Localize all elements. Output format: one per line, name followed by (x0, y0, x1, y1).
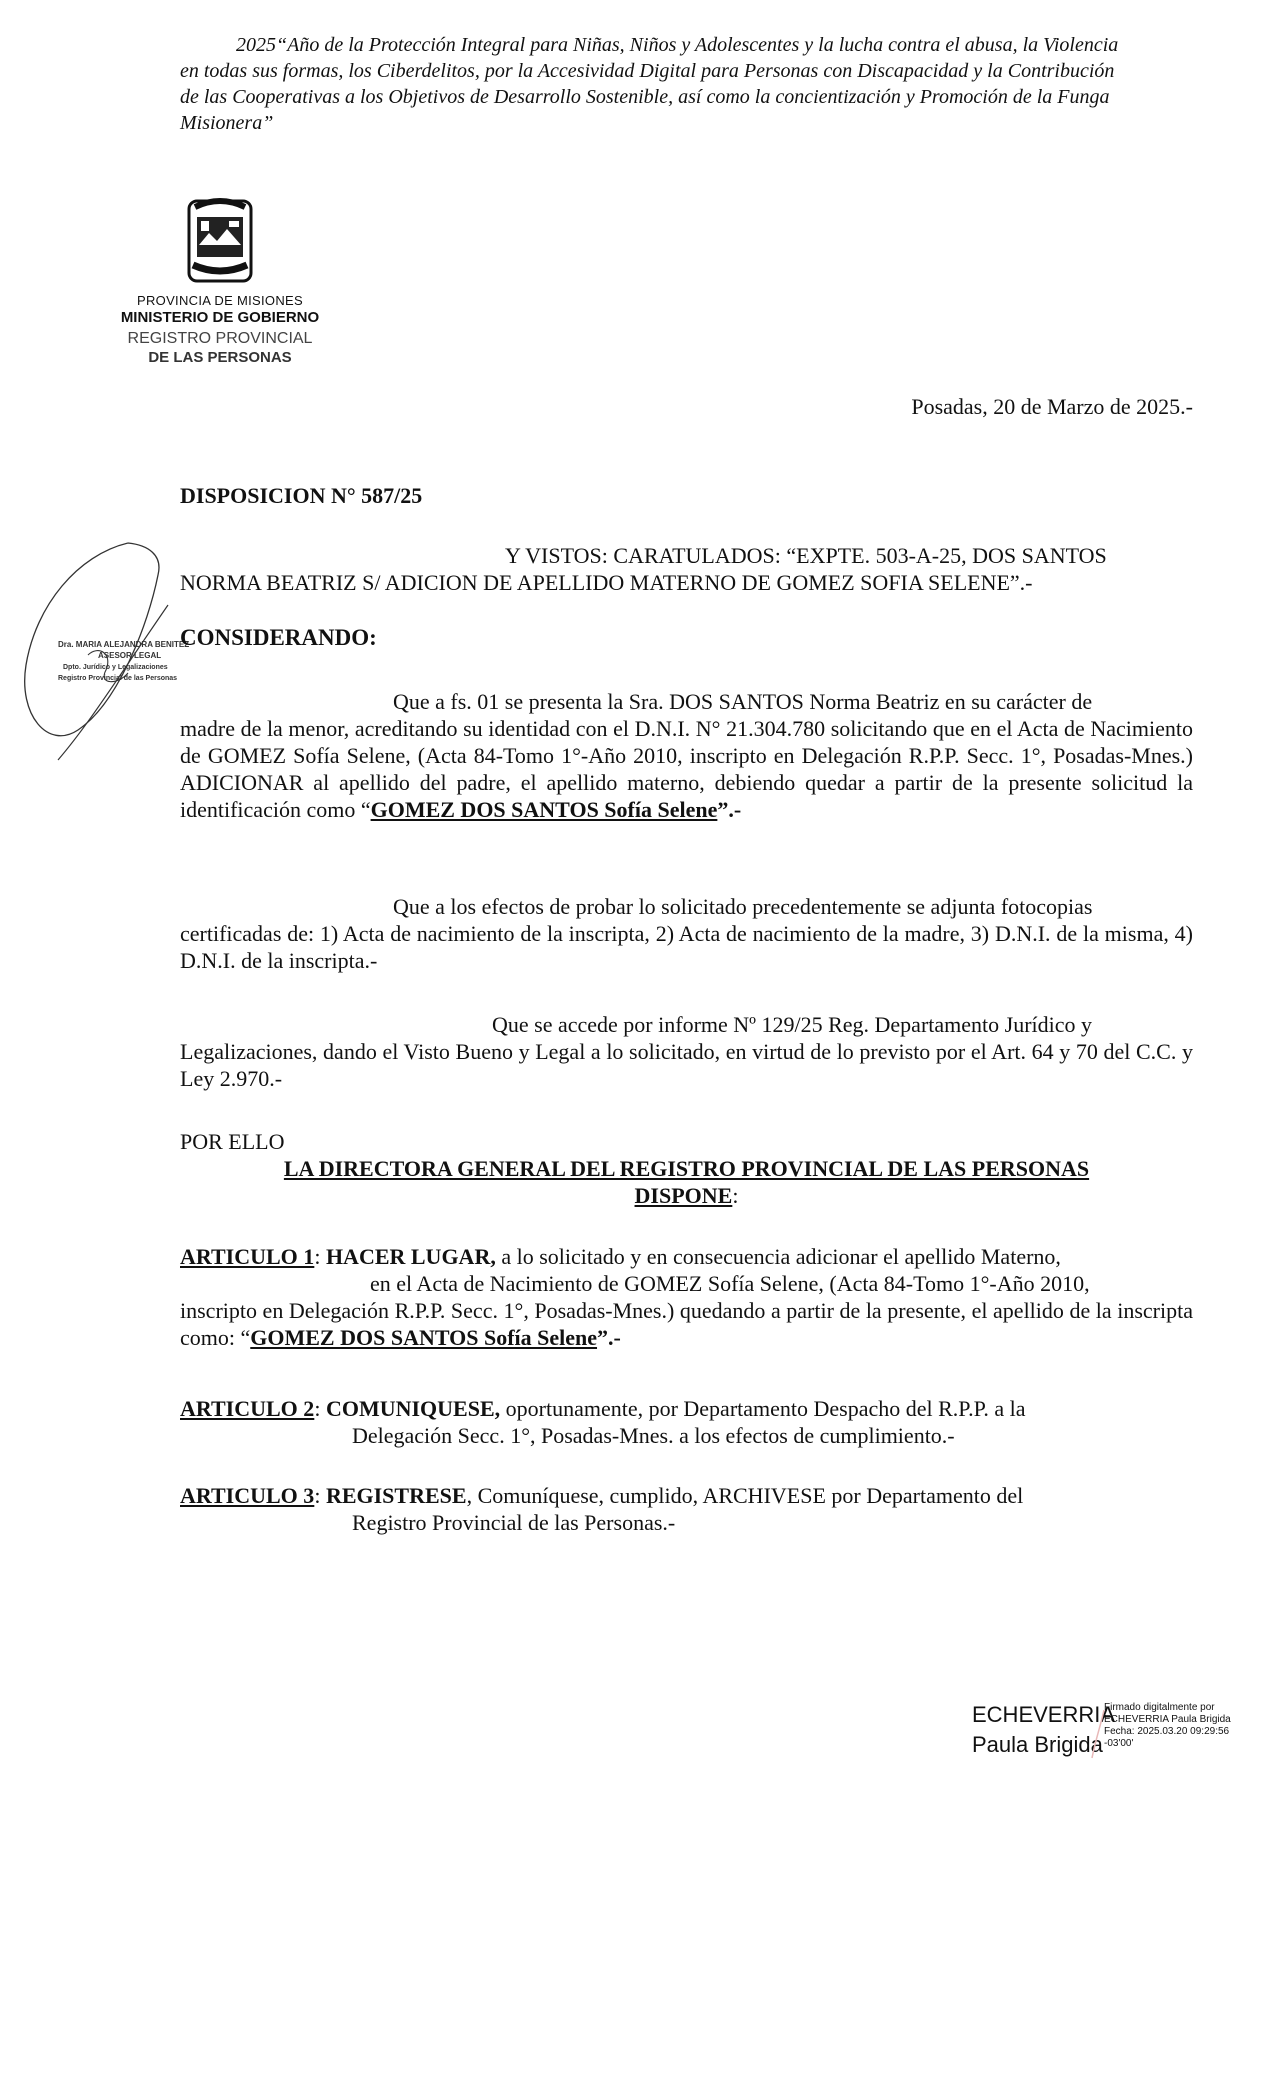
paragraph-3 (180, 1011, 1193, 1092)
articulo-action: REGISTRESE (325, 1483, 467, 1508)
vistos-line: NORMA BEATRIZ S/ ADICION DE APELLIDO MATERNO DE GOMEZ SOFIA SELENE”.- (180, 570, 1033, 595)
signer-given-name: Paula Brigida (972, 1732, 1103, 1757)
articulo-text: Delegación Secc. 1°, Posadas-Mnes. a los efectos de cumplimiento.- (352, 1423, 955, 1448)
province-seal-icon (175, 195, 265, 285)
signature-metadata (1104, 1702, 1249, 1750)
new-surname-highlight: GOMEZ DOS SANTOS Sofía Selene (250, 1325, 598, 1350)
articulo-label: ARTICULO 3 (180, 1483, 315, 1508)
paragraph-body: madre de la menor, acreditando su identidad con el D.N.I. N° 21.304.780 solicitando que en el Acta de Nacimiento de GOMEZ Sofía Selene, (Acta 84-Tomo 1°-Año 2010, inscripto en Delegación R.P.P. Secc. 1°, Posadas-Mnes.) ADICIONAR al apellido del padre, el apellido materno, debiendo quedar a partir de la presente solicitud la identificación como “ (180, 716, 1193, 822)
directora-heading: LA DIRECTORA GENERAL DEL REGISTRO PROVINCIAL DE LAS PERSONAS (283, 1156, 1090, 1181)
paragraph-body: Legalizaciones, dando el Visto Bueno y Legal a lo solicitado, en virtud de lo previsto por el Art. 64 y 70 del C.C. y Ley 2.970.- (180, 1039, 1193, 1091)
signature-meta-line: ECHEVERRIA Paula Brigida (1104, 1714, 1231, 1725)
paragraph-lead: Que a los efectos de probar lo solicitado precedentemente se adjunta fotocopias (393, 894, 1093, 919)
paragraph-lead: Que a fs. 01 se presenta la Sra. DOS SANTOS Norma Beatriz en su carácter de (393, 689, 1093, 714)
vistos-block (180, 542, 1193, 596)
logo-ministry: MINISTERIO DE GOBIERNO (120, 309, 320, 326)
paragraph-body: certificadas de: 1) Acta de nacimiento de la inscripta, 2) Acta de nacimiento de la madre, 3) D.N.I. de la misma, 4) D.N.I. de la inscripta.- (180, 921, 1193, 973)
dispone-heading (180, 1182, 1193, 1209)
articulo-3 (180, 1482, 1180, 1536)
stamp-registry: Registro Provincial de las Personas (58, 675, 178, 682)
disposicion-number: DISPOSICION N° 587/25 (180, 483, 423, 508)
logo-province: PROVINCIA DE MISIONES (137, 293, 303, 308)
signature-meta-line: Fecha: 2025.03.20 09:29:56 (1104, 1726, 1230, 1737)
signature-meta-line: Firmado digitalmente por (1104, 1702, 1215, 1713)
articulo-text: a lo solicitado y en consecuencia adicionar el apellido Materno, (495, 1244, 1061, 1269)
motto-line: en todas sus formas, los Ciberdelitos, por la Accesividad Digital para Personas con Discapacidad y la Contribución (180, 60, 1115, 82)
vistos-line: Y VISTOS: CARATULADOS: “EXPTE. 503-A-25, DOS SANTOS (505, 543, 1107, 568)
articulo-action: HACER LUGAR, (325, 1244, 496, 1269)
articulo-1 (180, 1243, 1193, 1351)
stamp-name: Dra. MARIA ALEJANDRA BENITEZ (58, 640, 190, 649)
articulo-label: ARTICULO 2 (180, 1396, 315, 1421)
articulo-sep: : (314, 1244, 326, 1269)
paragraph-2 (180, 893, 1193, 974)
signature-meta-line: -03'00' (1104, 1738, 1134, 1749)
considerando-heading: CONSIDERANDO: (180, 625, 377, 650)
paragraph-1 (180, 688, 1193, 823)
logo-registry-sub: DE LAS PERSONAS (148, 349, 292, 366)
new-surname-highlight: GOMEZ DOS SANTOS Sofía Selene (370, 797, 718, 822)
institution-logo (95, 195, 345, 367)
header-motto (180, 32, 1180, 136)
articulo-tail: ”.- (597, 1325, 621, 1350)
motto-line: 2025“Año de la Protección Integral para Niñas, Niños y Adolescentes y la lucha contra el abusa, la Violencia (236, 34, 1119, 56)
document-date: Posadas, 20 de Marzo de 2025.- (911, 394, 1193, 419)
articulo-text: inscripto en Delegación R.P.P. Secc. 1°, Posadas-Mnes.) quedando a partir de la presente, el apellido de la inscripta como: “ (180, 1298, 1193, 1350)
digital-signature (972, 1700, 1252, 1760)
articulo-text: , Comuníquese, cumplido, ARCHIVESE por Departamento del (466, 1483, 1024, 1508)
articulo-2 (180, 1395, 1180, 1449)
motto-line: de las Cooperativas a los Objetivos de Desarrollo Sostenible, así como la concientización y Promoción de la Funga (180, 86, 1110, 108)
stamp-dept: Dpto. Jurídico y Legalizaciones (63, 664, 168, 671)
articulo-sep: : (314, 1483, 326, 1508)
stamp-title: ASESOR LEGAL (98, 651, 162, 660)
articulo-sep: : (314, 1396, 326, 1421)
motto-line: Misionera” (180, 112, 274, 134)
paragraph-lead: Que se accede por informe Nº 129/25 Reg. Departamento Jurídico y (492, 1012, 1093, 1037)
articulo-text: oportunamente, por Departamento Despacho del R.P.P. a la (500, 1396, 1026, 1421)
articulo-action: COMUNIQUESE, (325, 1396, 501, 1421)
articulo-text: en el Acta de Nacimiento de GOMEZ Sofía Selene, (Acta 84-Tomo 1°-Año 2010, (370, 1271, 1090, 1296)
logo-registry: REGISTRO PROVINCIAL (127, 330, 313, 347)
articulo-label: ARTICULO 1 (180, 1244, 315, 1269)
signer-surname: ECHEVERRIA (972, 1702, 1116, 1727)
paragraph-tail: ”.- (717, 797, 742, 822)
dispone-colon: : (732, 1183, 739, 1208)
por-ello: POR ELLO (180, 1129, 285, 1154)
dispone-word: DISPONE (634, 1183, 733, 1208)
articulo-text: Registro Provincial de las Personas.- (352, 1510, 676, 1535)
